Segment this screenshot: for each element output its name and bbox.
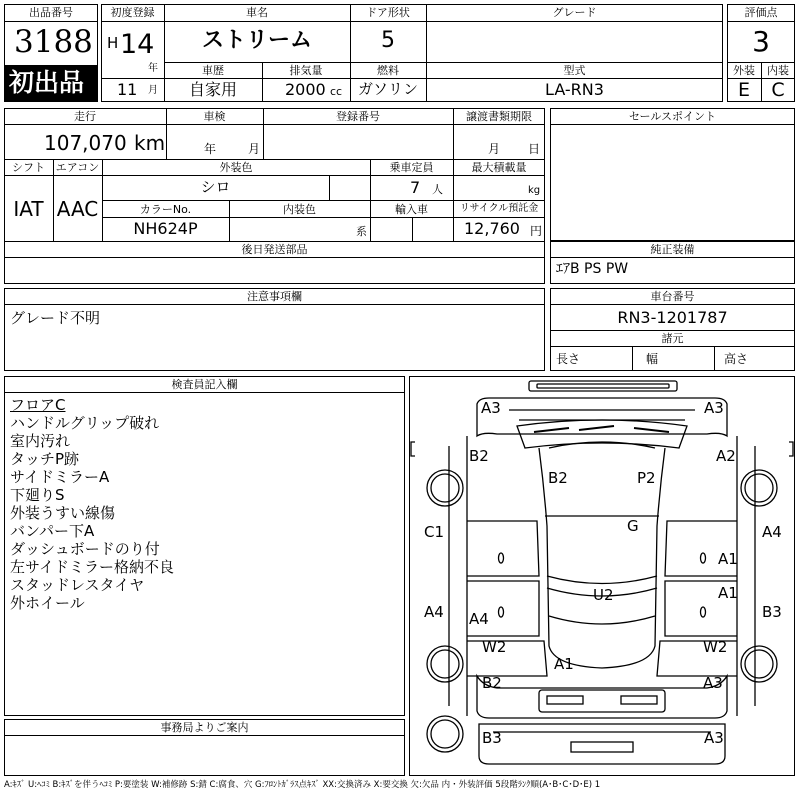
equipment-label: 純正装備 [650, 243, 695, 256]
damage-mark: B2 [548, 469, 568, 487]
office-label: 事務局よりご案内 [160, 721, 249, 734]
damage-mark: W2 [703, 638, 728, 656]
mileage-value: 107,070 [44, 131, 127, 155]
dims-label: 諸元 [661, 332, 684, 345]
mileage-label: 走行 [74, 110, 96, 123]
damage-mark: B3 [482, 729, 502, 747]
first-reg-label: 初度登録 [110, 6, 155, 19]
ext-color-value: シロ [200, 178, 231, 196]
equipment-value: ｴｱB PS PW [556, 261, 629, 277]
lot-number-label: 出品番号 [29, 6, 73, 19]
displacement-label: 排気量 [289, 64, 323, 77]
car-diagram [409, 376, 795, 776]
width-label: 幅 [646, 352, 659, 366]
damage-mark: A3 [704, 729, 724, 747]
model-label: 型式 [563, 64, 586, 77]
inspector-note: 左サイドミラー格納不良 [10, 558, 174, 576]
recycle-unit: 円 [530, 224, 543, 238]
shift-value: IAT [13, 197, 44, 221]
inspector-note: スタッドレスタイヤ [10, 576, 145, 594]
door-label: ドア形状 [366, 6, 410, 19]
int-color-unit: 系 [356, 225, 367, 238]
history-label: 車歴 [202, 64, 224, 77]
damage-mark: A3 [481, 399, 501, 417]
damage-mark: B3 [762, 603, 782, 621]
later-parts-label: 後日発送部品 [241, 243, 308, 256]
exterior-label: 外装 [733, 64, 755, 77]
import-label: 輸入車 [395, 203, 428, 216]
damage-mark: A4 [762, 523, 782, 541]
inspection-label: 車検 [203, 110, 226, 123]
interior-label: 内装 [767, 64, 789, 77]
damage-mark: U2 [593, 586, 614, 604]
door-count: 5 [381, 28, 395, 53]
capacity-value: 7 [410, 178, 421, 197]
damage-mark: P2 [637, 469, 656, 487]
car-name-label: 車名 [246, 6, 268, 19]
legend-text: A:ｷｽﾞ U:ﾍｺﾐ B:ｷｽﾞを伴うﾍｺﾐ P:要塗装 W:補修跡 S:錆 C:腐食、穴 G:ﾌﾛﾝﾄｶﾞﾗｽ点ｷｽﾞ XX:交換済み X:要交換 欠:欠品 内・外装評価 5段階ﾗﾝｸ順(A･B･C･D･E) 1 [4, 780, 601, 790]
chassis-label: 車台番号 [650, 290, 695, 303]
displacement-unit: cc [330, 85, 343, 98]
inspection-month-unit: 月 [248, 142, 261, 156]
chassis-number: RN3-1201787 [617, 308, 728, 327]
sales-points-label: セールスポイント [628, 110, 716, 123]
damage-mark: A1 [554, 655, 574, 673]
score-label: 評価点 [744, 6, 778, 19]
year-unit: 年 [148, 63, 158, 74]
fuel-label: 燃料 [377, 64, 399, 77]
recycle-label: リサイクル預託金 [459, 203, 539, 214]
lot-number: 3188 [14, 24, 93, 60]
reg-no-label: 登録番号 [336, 110, 380, 123]
inspection-year-unit: 年 [204, 142, 217, 156]
length-label: 長さ [556, 352, 581, 366]
displacement-value: 2000 [285, 80, 326, 99]
inspector-notes [10, 396, 174, 612]
inspector-note: ハンドルグリップ破れ [10, 414, 160, 432]
damage-mark: W2 [482, 638, 507, 656]
first-reg-month: 11 [117, 80, 138, 99]
damage-mark: C1 [424, 523, 445, 541]
transfer-month-unit: 月 [488, 142, 501, 156]
inspector-note: フロアC [10, 396, 66, 414]
damage-mark: B2 [482, 674, 502, 692]
model-value: LA-RN3 [545, 80, 604, 99]
caution-text: グレード不明 [10, 309, 101, 327]
score-value: 3 [752, 25, 770, 58]
inspector-note: サイドミラーA [10, 468, 110, 486]
exterior-grade: E [737, 79, 750, 101]
caution-label: 注意事項欄 [247, 290, 302, 303]
damage-mark: A4 [469, 610, 489, 628]
damage-mark: A4 [424, 603, 444, 621]
inspector-note: ダッシュボードのり付 [10, 540, 160, 558]
inspector-note: 外装うすい線傷 [10, 504, 116, 522]
inspector-note: 室内汚れ [10, 432, 71, 450]
transfer-day-unit: 日 [528, 142, 541, 156]
int-color-label: 内装色 [283, 203, 316, 216]
ext-color-label: 外装色 [219, 161, 253, 174]
era: H [107, 34, 119, 52]
interior-grade: C [771, 79, 785, 101]
color-no-value: NH624P [133, 219, 198, 238]
damage-mark: A1 [718, 550, 738, 568]
transfer-label: 譲渡書類期限 [466, 110, 532, 123]
car-name: ストリーム [201, 28, 312, 53]
damage-mark: G [627, 517, 639, 535]
inspector-note: 外ホイール [10, 594, 85, 612]
recycle-fee: 12,760 [464, 219, 520, 238]
inspector-note: タッチP跡 [10, 450, 80, 468]
damage-mark: B2 [469, 447, 489, 465]
shift-label: シフト [12, 161, 45, 174]
inspector-label: 検査員記入欄 [171, 378, 238, 391]
mileage-unit: km [134, 131, 166, 155]
fuel-value: ガソリン [357, 80, 418, 98]
color-no-label: カラーNo. [139, 203, 192, 216]
history-value: 自家用 [188, 80, 237, 99]
inspector-note: バンパー下A [10, 522, 95, 540]
first-reg-year: 14 [120, 29, 155, 60]
ac-label: エアコン [55, 161, 100, 174]
damage-mark: A1 [718, 584, 738, 602]
grade-label: グレード [552, 6, 597, 19]
height-label: 高さ [724, 352, 749, 366]
capacity-label: 乗車定員 [389, 161, 434, 174]
damage-mark: A2 [716, 447, 736, 465]
month-unit: 月 [148, 85, 158, 96]
capacity-unit: 人 [432, 183, 443, 196]
damage-mark: A3 [704, 399, 724, 417]
sales-points-box [550, 108, 795, 241]
max-load-label: 最大積載量 [471, 161, 527, 174]
first-listing-badge: 初出品 [9, 68, 85, 97]
max-load-unit: kg [528, 185, 541, 196]
inspector-note: 下廻りS [10, 486, 65, 504]
damage-mark: A3 [703, 674, 723, 692]
ac-value: AAC [56, 197, 99, 221]
